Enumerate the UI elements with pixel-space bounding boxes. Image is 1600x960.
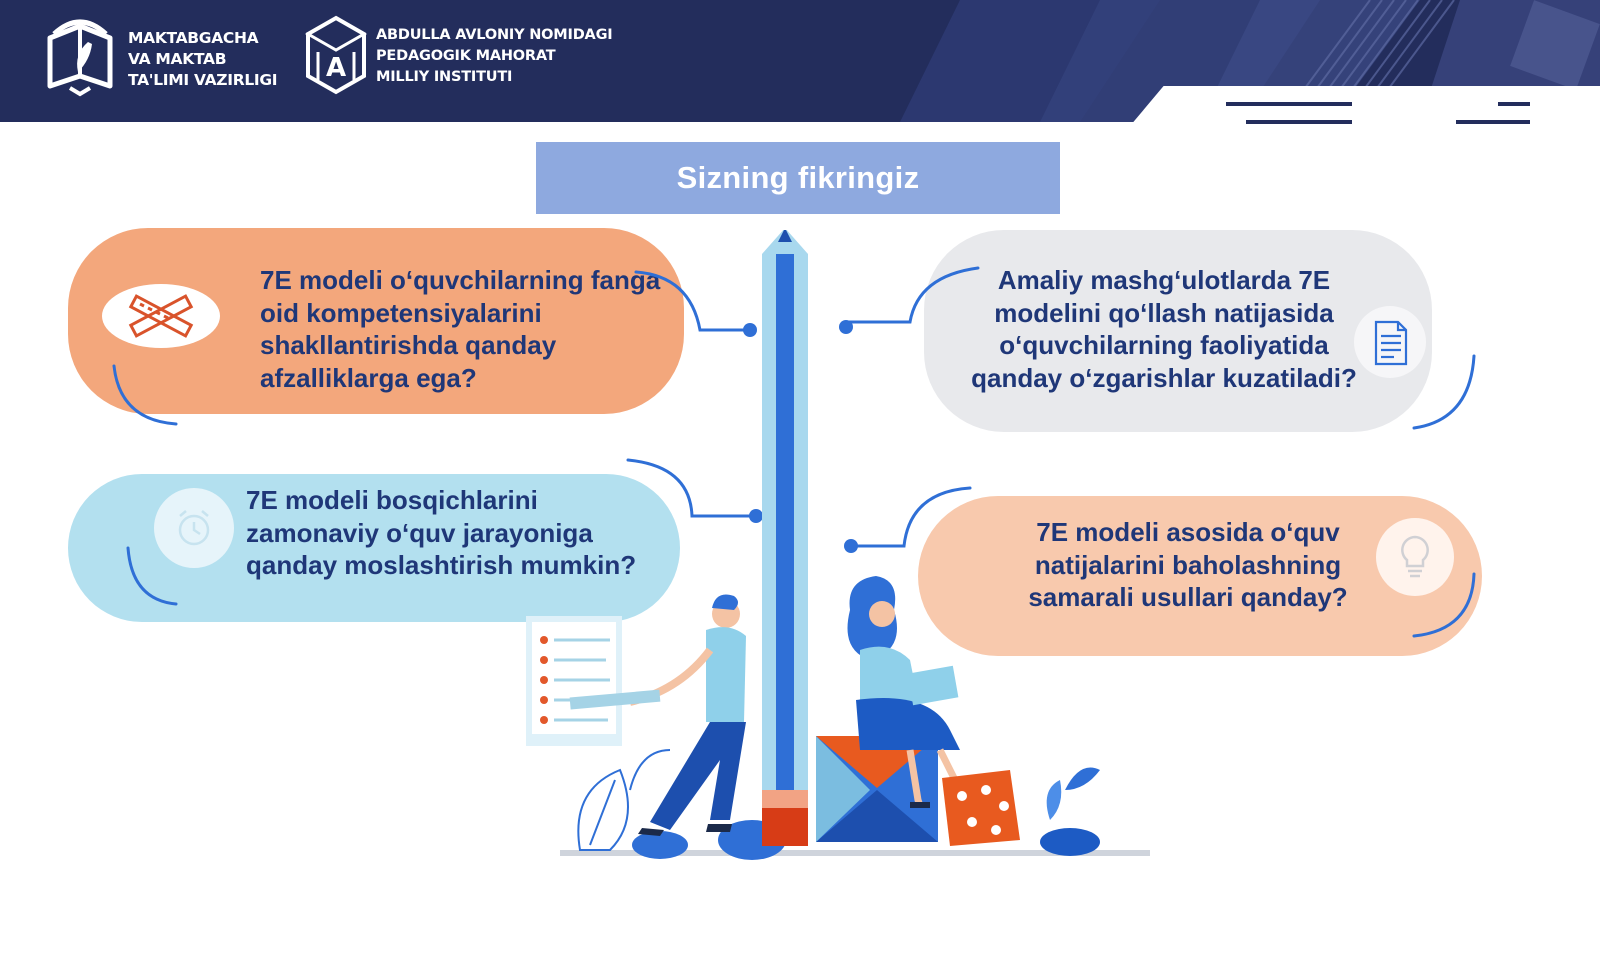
header-accent-lines — [1210, 98, 1540, 132]
page-title: Sizning fikringiz — [676, 160, 920, 195]
institute-logo-icon — [304, 14, 368, 100]
pencil-ruler-icon — [126, 294, 196, 338]
icon-badge — [154, 488, 234, 568]
big-pencil — [762, 230, 808, 846]
institute-name — [376, 25, 612, 88]
alarm-clock-icon — [172, 506, 216, 550]
question-text: 7E modeli o‘quvchilarning fanga oid kompetensiyalarini shakllantirishda qanday afzalliklarga ega? — [260, 265, 661, 393]
checklist-board — [526, 616, 622, 746]
patterned-box — [942, 770, 1020, 846]
icon-badge — [102, 284, 220, 348]
question-text: 7E modeli bosqichlarini zamonaviy o‘quv jarayoniga qanday moslashtirish mumkin? — [246, 485, 637, 580]
light-bulb-icon — [1395, 533, 1435, 581]
ministry-name — [128, 28, 277, 91]
institute-name-line: PEDAGOGIK MAHORAT — [376, 48, 556, 64]
institute-name-line: ABDULLA AVLONIY NOMIDAGI — [376, 27, 613, 43]
ministry-logo-icon — [44, 14, 116, 98]
icon-badge — [1376, 518, 1454, 596]
institute-logo-letter: A — [325, 53, 347, 83]
ministry-name-line: TA'LIMI VAZIRLIGI — [128, 71, 278, 89]
ministry-name-line: VA MAKTAB — [128, 50, 227, 68]
document-icon — [1370, 316, 1410, 368]
icon-badge — [1354, 306, 1426, 378]
question-text: Amaliy mashg‘ulotlarda 7E modelini qo‘llash natijasida o‘quvchilarning faoliyatida qanday o‘zgarishlar kuzatiladi? — [971, 265, 1357, 393]
ministry-name-line: MAKTABGACHA — [128, 29, 259, 47]
question-text: 7E modeli asosida o‘quv natijalarini baholashning samarali usullari qanday? — [1028, 517, 1348, 612]
teachers-illustration — [510, 230, 1170, 870]
title-box — [536, 142, 1060, 214]
institute-name-line: MILLIY INSTITUTI — [376, 69, 513, 85]
